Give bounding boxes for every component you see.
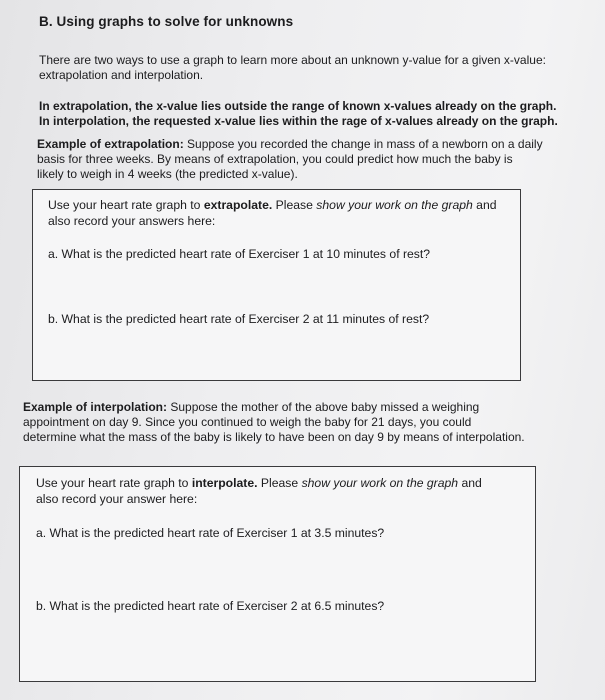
- interpolation-example: [23, 400, 583, 445]
- interpolation-question-b: b. What is the predicted heart rate of Exerciser 2 at 6.5 minutes?: [36, 599, 385, 613]
- interpolation-example-line-1: Suppose the mother of the above baby missed a weighing: [167, 400, 480, 414]
- extrapolation-answer-box: [32, 189, 521, 381]
- extrapolation-question-b: b. What is the predicted heart rate of Exerciser 2 at 11 minutes of rest?: [48, 312, 430, 326]
- section-heading: B. Using graphs to solve for unknowns: [39, 14, 294, 29]
- show-work-emphasis: show your work on the graph: [301, 476, 459, 490]
- interpolation-example-label: Example of interpolation:: [23, 400, 168, 414]
- interpolation-instructions: Use your heart rate graph to interpolate. Please show your work on the graph and also record your answer here:: [36, 476, 482, 506]
- extrapolate-keyword: extrapolate.: [203, 198, 273, 212]
- interpolation-question-a: a. What is the predicted heart rate of Exerciser 1 at 3.5 minutes?: [36, 526, 385, 540]
- definitions-paragraph: [39, 99, 579, 129]
- extrapolation-example-label: Example of extrapolation:: [37, 137, 184, 151]
- show-work-emphasis: show your work on the graph: [316, 198, 473, 212]
- extrapolation-definition: In extrapolation, the x-value lies outside the range of known x-values already on the graph.: [39, 99, 557, 113]
- interpolation-example-line-2: appointment on day 9. Since you continued to weigh the baby for 21 days, you could: [23, 415, 472, 429]
- extrapolation-example-line-3: likely to weigh in 4 weeks (the predicted x-value).: [37, 167, 298, 181]
- interpolation-example-line-3: determine what the mass of the baby is likely to have been on day 9 by means of interpolation.: [23, 430, 525, 444]
- extrapolation-example-line-2: basis for three weeks. By means of extrapolation, you could predict how much the baby is: [37, 152, 513, 166]
- interpolation-definition: In interpolation, the requested x-value lies within the rage of x-values already on the graph.: [39, 114, 558, 128]
- extrapolation-question-a: a. What is the predicted heart rate of Exerciser 1 at 10 minutes of rest?: [48, 247, 431, 261]
- interpolation-answer-box: [19, 466, 536, 682]
- intro-line-1: There are two ways to use a graph to learn more about an unknown y-value for a given x-value:: [39, 53, 546, 67]
- extrapolation-instructions: Use your heart rate graph to extrapolate. Please show your work on the graph and also record your answers here:: [48, 198, 497, 228]
- extrapolation-example-line-1: Suppose you recorded the change in mass of a newborn on a daily: [183, 137, 543, 151]
- extrapolation-example: [37, 137, 577, 182]
- intro-paragraph: [39, 53, 559, 83]
- intro-line-2: extrapolation and interpolation.: [39, 68, 204, 82]
- interpolate-keyword: interpolate.: [191, 476, 258, 490]
